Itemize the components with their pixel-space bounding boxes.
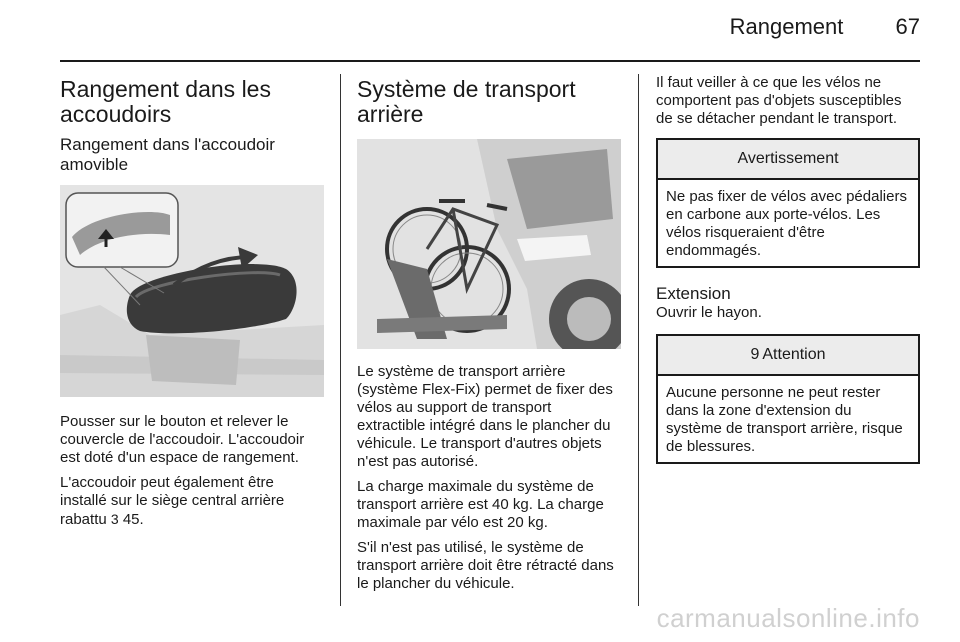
extension-text: Ouvrir le hayon.: [656, 304, 762, 321]
armrest-subtitle: Rangement dans l'accoudoir amovible: [60, 135, 275, 174]
carrier-paragraph-1: Le système de transport arrière (système Flex-Fix) permet de fixer des vélos au support de transport extractible intégré dans le plancher du véhicule. Le transport d'autres objets n'est pas autorisé.: [357, 363, 613, 470]
attention-heading: Attention: [762, 346, 826, 363]
armrest-illustration: [60, 185, 324, 397]
intro-paragraph: Il faut veiller à ce que les vélos ne comportent pas d'objets susceptibles de se détacher pendant le transport.: [656, 74, 902, 127]
armrest-paragraph-2: [60, 474, 324, 529]
header-rule: [60, 60, 920, 62]
column-rear-carrier: [357, 74, 623, 600]
column-divider-2: [638, 74, 639, 606]
carrier-paragraph-2: La charge maximale du système de transport arrière est 40 kg. La charge maximale par vélo est 20 kg.: [357, 478, 604, 531]
page-header: [730, 14, 920, 40]
bike-carrier-illustration: [357, 139, 621, 349]
armrest-paragraph-2-text: L'accoudoir peut également être installé sur le siège central arrière rabattu: [60, 474, 285, 528]
armrest-paragraph-1: Pousser sur le bouton et relever le couvercle de l'accoudoir. L'accoudoir est doté d'un espace de rangement.: [60, 413, 305, 466]
extension-heading: Extension: [656, 284, 731, 303]
section-title: Rangement: [729, 14, 844, 39]
column-extension: [656, 74, 920, 480]
armrest-section-title: Rangement dans les accoudoirs: [60, 76, 271, 127]
warning-heading: Avertissement: [658, 140, 918, 180]
attention-header: [658, 336, 918, 376]
page-number: 67: [895, 14, 920, 39]
attention-text: Aucune personne ne peut rester dans la zone d'extension du système de transport arrière, risque de blessures.: [666, 384, 903, 455]
column-armrest: [60, 74, 324, 536]
page-ref-number[interactable]: 45.: [122, 511, 144, 528]
column-divider-1: [340, 74, 341, 606]
watermark: carmanualsonline.info: [656, 603, 920, 633]
page-ref-icon: 3: [110, 511, 119, 527]
carrier-paragraph-3: S'il n'est pas utilisé, le système de transport arrière doit être rétracté dans le plancher du véhicule.: [357, 539, 614, 592]
attention-box: [656, 334, 920, 464]
warning-box: [656, 138, 920, 268]
warning-triangle-icon: 9: [750, 346, 760, 363]
carrier-section-title: Système de transport arrière: [357, 76, 576, 127]
warning-text: Ne pas fixer de vélos avec pédaliers en carbone aux porte-vélos. Les vélos risqueraient d'être endommagés.: [666, 188, 907, 259]
